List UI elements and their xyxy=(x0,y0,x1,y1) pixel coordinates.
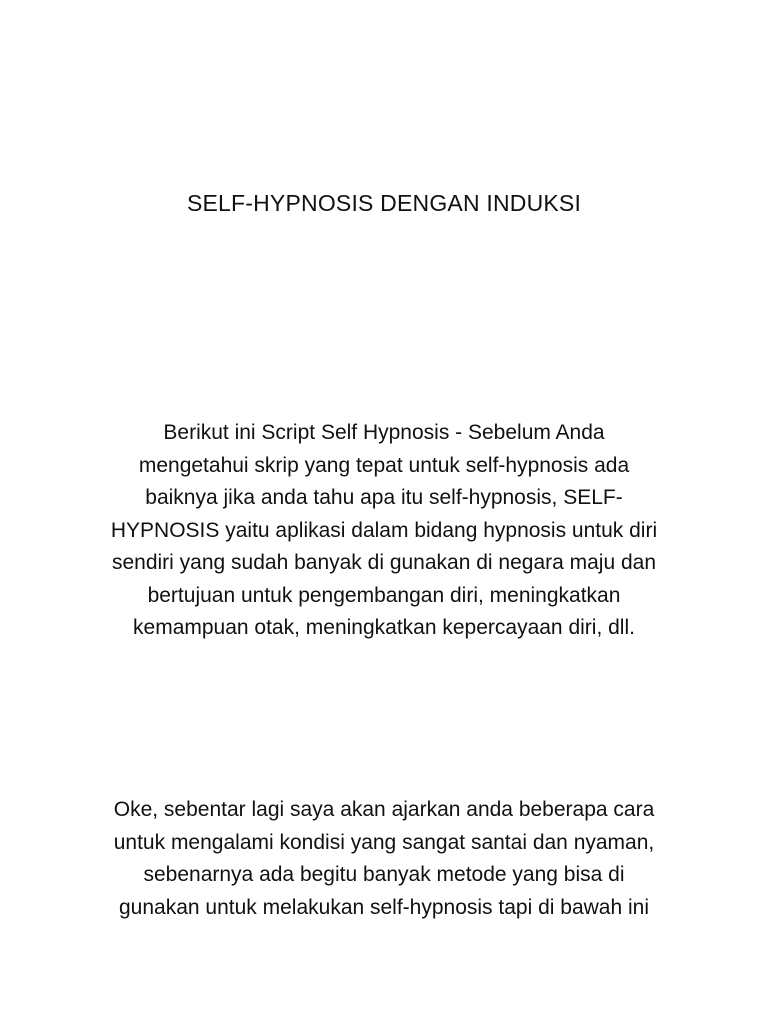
paragraph-intro xyxy=(0,417,768,645)
paragraph-line: gunakan untuk melakukan self-hypnosis tapi di bawah ini xyxy=(119,895,649,919)
paragraph-line: bertujuan untuk pengembangan diri, meningkatkan xyxy=(147,583,621,607)
paragraph-line: baiknya jika anda tahu apa itu self-hypnosis, SELF- xyxy=(145,486,623,509)
paragraph-line: Oke, sebentar lagi saya akan ajarkan anda beberapa cara xyxy=(113,798,655,821)
document-title: SELF-HYPNOSIS DENGAN INDUKSI xyxy=(186,190,582,216)
paragraph-line: kemampuan otak, meningkatkan kepercayaan diri, dll. xyxy=(133,616,635,639)
paragraph-line: mengetahui skrip yang tepat untuk self-hypnosis ada xyxy=(138,453,630,477)
paragraph-line: Berikut ini Script Self Hypnosis - Sebelum Anda xyxy=(163,421,605,444)
paragraph-line: untuk mengalami kondisi yang sangat santai dan nyaman, xyxy=(113,830,655,854)
paragraph-line: sendiri yang sudah banyak di gunakan di negara maju dan xyxy=(111,551,657,574)
paragraph-methods xyxy=(0,794,768,924)
paragraph-line: HYPNOSIS yaitu aplikasi dalam bidang hypnosis untuk diri xyxy=(110,518,658,542)
paragraph-line: sebenarnya ada begitu banyak metode yang bisa di xyxy=(143,863,625,886)
